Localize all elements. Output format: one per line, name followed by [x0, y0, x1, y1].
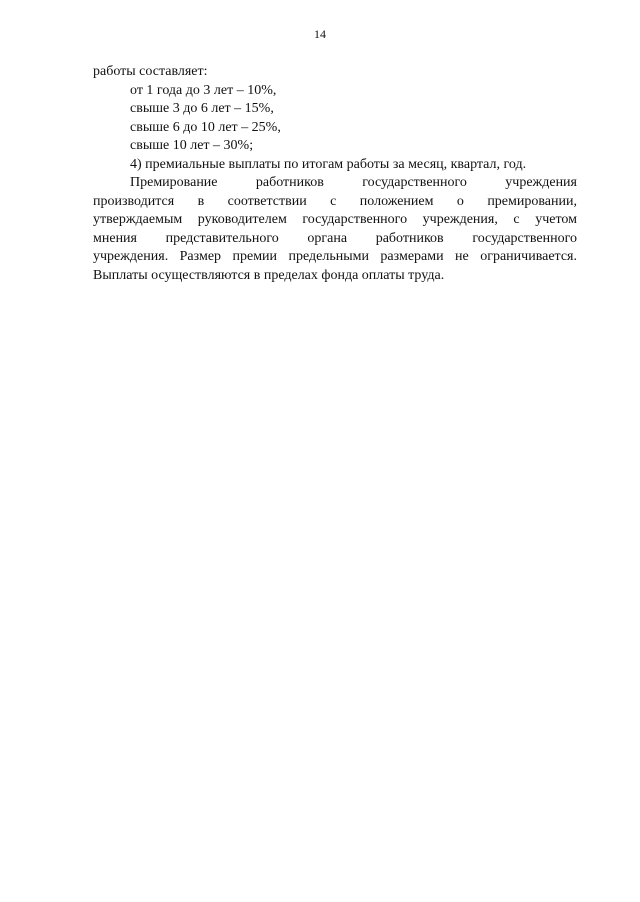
document-body: [93, 63, 577, 285]
paragraph-line-3: утверждаемым руководителем государственного учреждения, с учетом: [93, 212, 577, 227]
list-item-bonus-payments: 4) премиальные выплаты по итогам работы за месяц, квартал, год.: [130, 156, 527, 172]
paragraph-line-5: учреждения. Размер премии предельными размерами не ограничивается.: [93, 249, 577, 264]
list-item-3-6-years: свыше 3 до 6 лет – 15%,: [130, 101, 274, 116]
list-item-over-10-years: свыше 10 лет – 30%;: [130, 138, 254, 153]
paragraph-line-1: Премирование работников государственного учреждения: [130, 175, 577, 190]
paragraph-line-6: Выплаты осуществляются в пределах фонда оплаты труда.: [93, 267, 445, 283]
page-number: 14: [314, 27, 326, 41]
paragraph-line-2: производится в соответствии с положением о премировании,: [93, 193, 577, 209]
text-line-intro: работы составляет:: [93, 64, 208, 79]
paragraph-line-4: мнения представительного органа работников государственного: [93, 230, 577, 246]
list-item-6-10-years: свыше 6 до 10 лет – 25%,: [130, 119, 281, 135]
list-item-1-3-years: от 1 года до 3 лет – 10%,: [130, 82, 277, 98]
bonus-paragraph: [93, 174, 577, 285]
